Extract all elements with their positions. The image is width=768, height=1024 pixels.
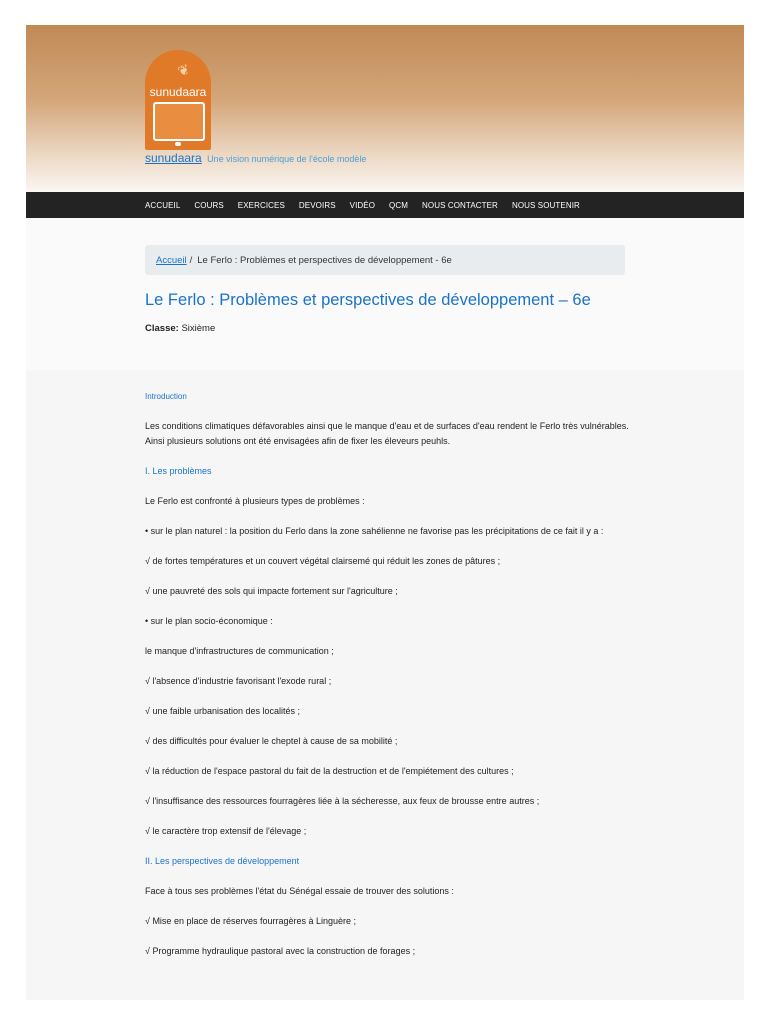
list-item: • sur le plan socio-économique : (145, 616, 273, 626)
list-item: le manque d'infrastructures de communication ; (145, 646, 334, 656)
section-heading-perspectives: II. Les perspectives de développement (145, 856, 300, 866)
nav-item-accueil[interactable]: ACCUEIL (145, 200, 181, 210)
article-body (145, 389, 629, 974)
site-name-link[interactable]: sunudaara (145, 151, 202, 165)
class-value: Sixième (181, 323, 216, 334)
nav-item-exercices[interactable]: EXERCICES (237, 200, 285, 210)
tablet-home-button-icon (175, 142, 181, 146)
site-title (145, 151, 366, 165)
intro-heading: Introduction (145, 392, 187, 401)
nav-item-devoirs[interactable]: DEVOIRS (298, 200, 336, 210)
main-nav (26, 192, 744, 218)
nav-item-qcm[interactable]: QCM (389, 200, 409, 210)
intro-paragraph: Les conditions climatiques défavorables ainsi que le manque d'eau et de surfaces d'eau rendent le Ferlo très vulnérables. Ainsi plusieurs solutions ont été envisagées afin de fixer les éleveurs peuhls. (145, 421, 629, 446)
site-tagline: Une vision numérique de l'école modèle (207, 154, 367, 164)
breadcrumb (145, 245, 625, 275)
tablet-screen-icon (153, 102, 205, 141)
nav-item-soutenir[interactable]: NOUS SOUTENIR (511, 200, 580, 210)
nav-item-cours[interactable]: COURS (194, 200, 224, 210)
list-item: √ une pauvreté des sols qui impacte fortement sur l'agriculture ; (145, 586, 398, 596)
list-item: √ Mise en place de réserves fourragères à Linguère ; (145, 916, 357, 926)
leaf-icon: ❦ (175, 60, 192, 80)
nav-item-video[interactable]: VIDÉO (349, 200, 376, 210)
class-meta (145, 323, 625, 334)
page-title: Le Ferlo : Problèmes et perspectives de développement – 6e (145, 291, 591, 309)
list-item: √ une faible urbanisation des localités ; (145, 706, 301, 716)
list-item: √ la réduction de l'espace pastoral du fait de la destruction et de l'empiétement des cultures ; (145, 766, 514, 776)
logo-text: sunudaara (149, 85, 207, 99)
list-item: √ des difficultés pour évaluer le cheptel à cause de sa mobilité ; (145, 736, 398, 746)
breadcrumb-current: Le Ferlo : Problèmes et perspectives de développement - 6e (197, 254, 452, 266)
page (26, 25, 744, 1000)
page-header (145, 245, 625, 334)
site-logo[interactable] (145, 50, 211, 150)
list-item: • sur le plan naturel : la position du Ferlo dans la zone sahélienne ne favorise pas les précipitations de ce fait il y a : (145, 526, 604, 536)
list-item: Le Ferlo est confronté à plusieurs types de problèmes : (145, 496, 365, 506)
section-heading-problems: I. Les problèmes (145, 466, 212, 476)
class-label: Classe: (145, 323, 179, 334)
list-item: Face à tous ses problèmes l'état du Sénégal essaie de trouver des solutions : (145, 886, 454, 896)
list-item: √ de fortes températures et un couvert végétal clairsemé qui réduit les zones de pâtures ; (145, 556, 501, 566)
breadcrumb-separator: / (189, 254, 193, 266)
site-header (26, 25, 744, 192)
list-item: √ l'insuffisance des ressources fourragères liée à la sécheresse, aux feux de brousse entre autres ; (145, 796, 540, 806)
nav-item-contact[interactable]: NOUS CONTACTER (422, 200, 498, 210)
list-item: √ l'absence d'industrie favorisant l'exode rural ; (145, 676, 332, 686)
list-item: √ Programme hydraulique pastoral avec la construction de forages ; (145, 946, 416, 956)
breadcrumb-home-link[interactable]: Accueil (156, 254, 187, 266)
list-item: √ le caractère trop extensif de l'élevage ; (145, 826, 307, 836)
